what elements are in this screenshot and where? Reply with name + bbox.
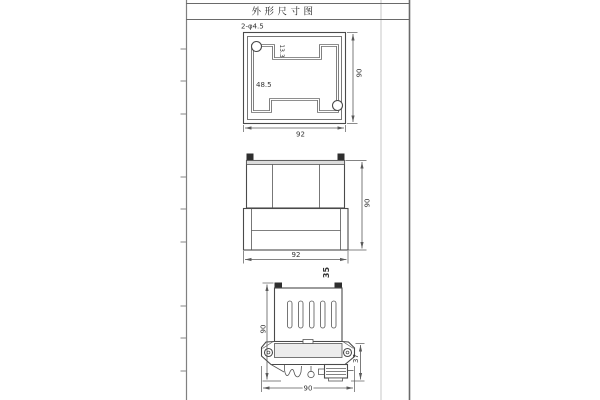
plate-screw-right — [344, 349, 352, 357]
vent-slot — [299, 301, 304, 328]
dim-front-width: 92 — [291, 251, 301, 259]
din-rail-channel — [275, 344, 343, 358]
din-clip-block — [319, 365, 354, 382]
dim-step-height: 13.3 — [278, 44, 285, 58]
upper-body-outline — [247, 161, 345, 209]
clip-foot — [329, 378, 343, 381]
base-outline — [244, 209, 349, 251]
dim-side-lower-height: 37 — [352, 354, 360, 363]
top-strip — [247, 161, 345, 165]
terminal-screw-left — [247, 154, 254, 161]
clip-lever-edge — [271, 365, 284, 373]
sheet-title: 外形尺寸图 — [251, 6, 317, 18]
binding-ticks — [181, 49, 187, 371]
vent-slot — [321, 301, 326, 328]
plate-screw-left — [265, 349, 273, 357]
side-view — [260, 283, 365, 393]
dim-cavity-height: 48.5 — [256, 81, 272, 89]
dim-side-height: 90 — [259, 324, 268, 334]
vent-slot — [332, 301, 337, 328]
hole-callout-label: 2-φ4.5 — [241, 22, 264, 31]
clip-spring — [284, 365, 301, 377]
clip-hook — [319, 369, 325, 375]
dim-side-width: 90 — [303, 384, 313, 393]
vent-slot — [288, 301, 293, 328]
terminal-screw-right — [338, 154, 345, 161]
dim-top-width: 92 — [296, 130, 305, 139]
mounting-hole-bottom-right — [333, 101, 343, 111]
front-view — [244, 154, 372, 279]
mounting-hole-top-left — [252, 42, 262, 52]
clip-pin — [308, 371, 314, 377]
dim-front-height: 90 — [363, 198, 372, 208]
channel-tab — [303, 340, 313, 344]
dim-front-depth: 35 — [322, 266, 331, 279]
vent-slot — [310, 301, 315, 328]
top-view — [241, 23, 364, 139]
dim-top-height: 90 — [355, 68, 364, 78]
